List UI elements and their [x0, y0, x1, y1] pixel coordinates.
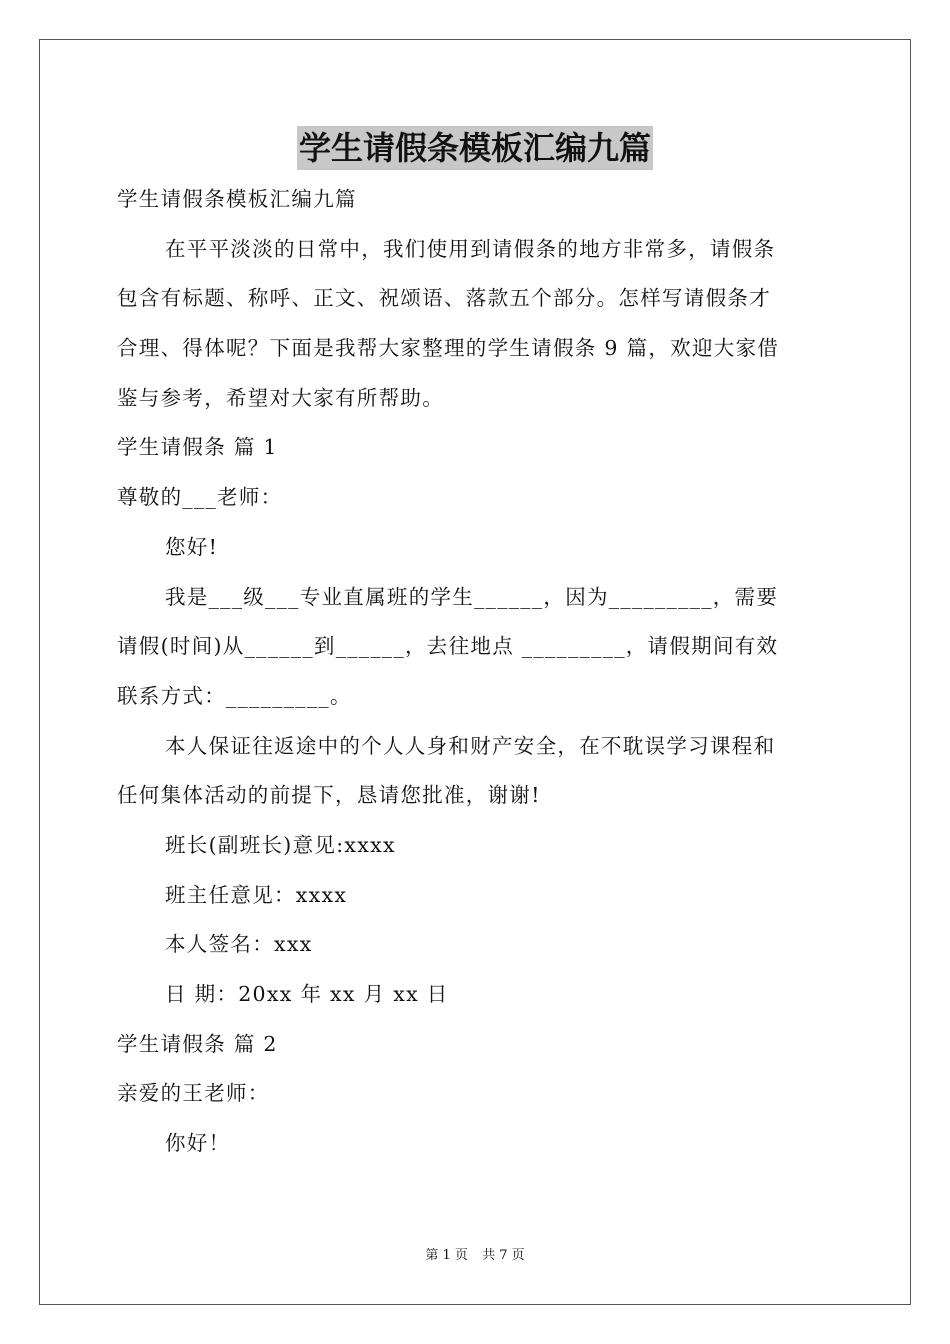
intro-line-3: 合理、得体呢？下面是我帮大家整理的学生请假条 9 篇，欢迎大家借 — [117, 336, 780, 361]
section1-body2-line-1: 本人保证往返途中的个人人身和财产安全，在不耽误学习课程和 — [165, 733, 776, 758]
signature: 本人签名：xxx — [165, 932, 313, 957]
intro-line-2: 包含有标题、称呼、正文、祝颂语、落款五个部分。怎样写请假条才 — [117, 286, 771, 311]
page-number-total: 共 7 页 — [482, 1248, 525, 1263]
intro-line-4: 鉴与参考，希望对大家有所帮助。 — [117, 385, 444, 410]
subtitle: 学生请假条模板汇编九篇 — [117, 187, 357, 211]
document-body — [117, 175, 835, 1169]
teacher-opinion: 班主任意见：xxxx — [165, 882, 348, 907]
section1-body1-line-3: 联系方式：_________。 — [117, 683, 352, 708]
section1-body1-line-1: 我是___级___专业直属班的学生______，因为_________，需要 — [165, 584, 779, 609]
section2-salutation: 亲爱的王老师： — [117, 1081, 270, 1106]
section1-greeting: 您好! — [165, 534, 219, 559]
section2-greeting: 你好！ — [165, 1131, 231, 1156]
intro-line-1: 在平平淡淡的日常中，我们使用到请假条的地方非常多，请假条 — [165, 236, 776, 261]
section1-body1-line-2: 请假(时间)从______到______，去往地点 _________，请假期间有效 — [117, 634, 779, 659]
document-title: 学生请假条模板汇编九篇 — [297, 126, 653, 170]
page-number-current: 第 1 页 — [425, 1248, 468, 1263]
monitor-opinion: 班长(副班长)意见:xxxx — [165, 832, 396, 857]
page-footer — [0, 1246, 950, 1266]
section1-heading: 学生请假条 篇 1 — [117, 435, 278, 460]
date-line: 日 期：20xx 年 xx 月 xx 日 — [165, 982, 449, 1006]
section1-salutation: 尊敬的___老师： — [117, 485, 283, 510]
document-title-bar — [0, 126, 950, 170]
section1-body2-line-2: 任何集体活动的前提下，恳请您批准，谢谢! — [117, 783, 541, 808]
section2-heading: 学生请假条 篇 2 — [117, 1031, 278, 1056]
